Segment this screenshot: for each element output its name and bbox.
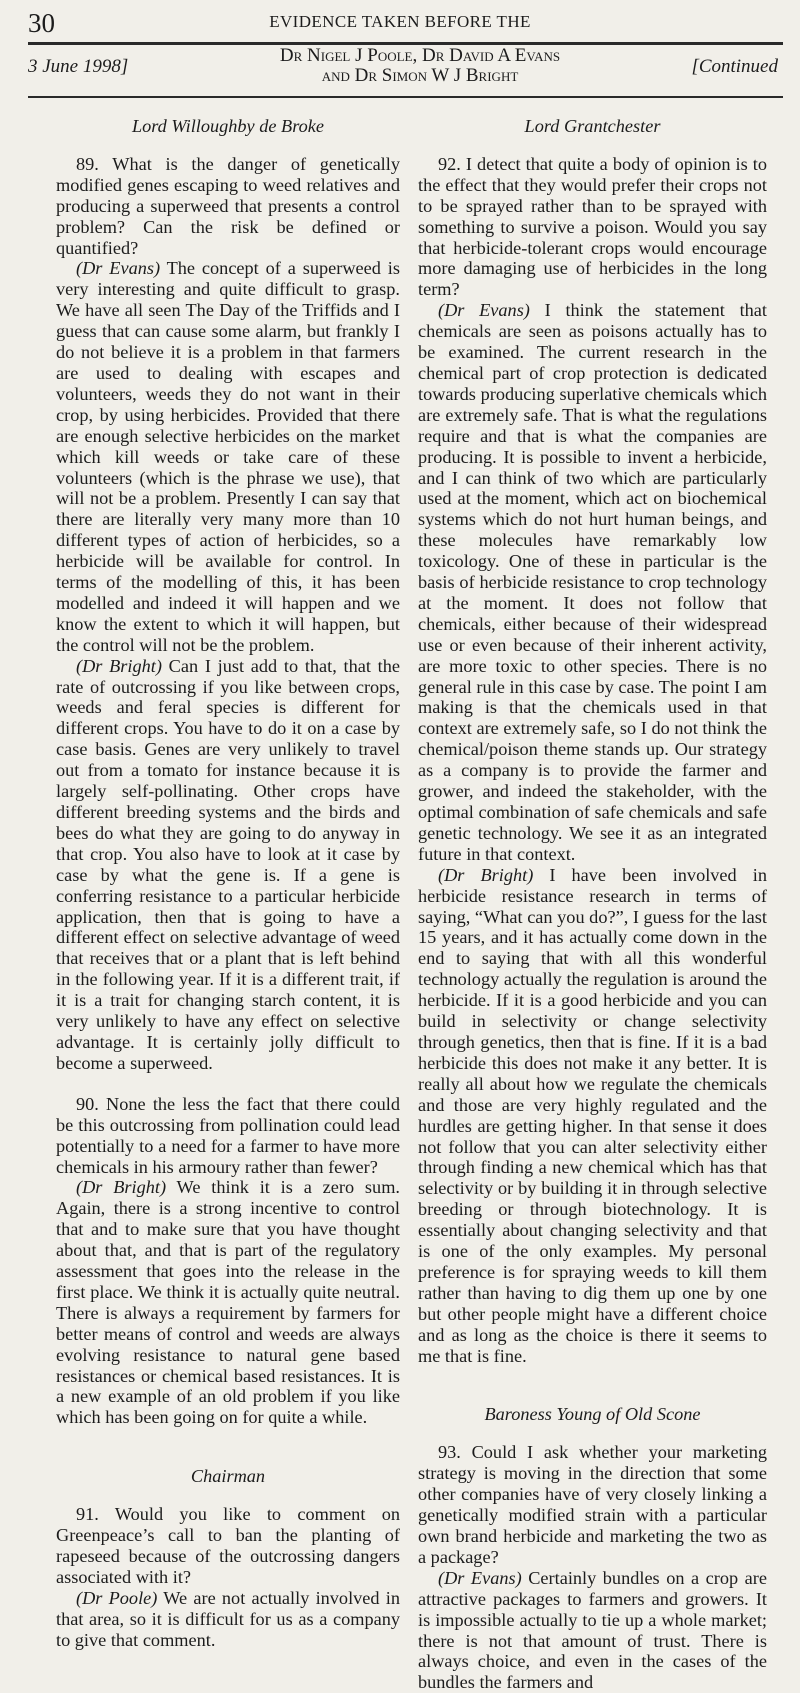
question-93: 93. Could I ask whether your marketing strategy is moving in the direction that some other companies have of very closely linking a genetically modified strain with a particular own brand herbicide and marketing the two as a package? <box>418 1442 767 1567</box>
answer-text: We are not actually involved in that area, so it is difficult for us as a company to give that comment. <box>56 1587 400 1650</box>
witness-label: (Dr Bright) <box>76 655 162 676</box>
answer-91-poole <box>56 1588 400 1651</box>
running-head: EVIDENCE TAKEN BEFORE THE <box>269 12 531 31</box>
continued-label: [Continued <box>691 56 778 77</box>
answer-93-evans <box>418 1568 767 1693</box>
answer-92-bright <box>418 865 767 1367</box>
question-92: 92. I detect that quite a body of opinion is to the effect that they would prefer their crops not to be sprayed rather than to be sprayed with something to survive a poison. Would you say that herbicide-tolerant crops would encourage more damaging use of herbicides in the long term? <box>418 153 767 300</box>
answer-text: I have been involved in herbicide resistance research in terms of saying, “What can you do?”, I guess for the last 15 years, and it has actually come down in the end to saying that with all this wonderful technology actually the regulation is around the herbicide. If it is a good herbicide and you can build in selectivity or change selectivity through genetics, then that is fine. If it is a bad herbicide this does not make it any better. It is really all about how we regulate the chemicals and those are very highly regulated and the hurdles are getting higher. In that sense it does not follow that you can alter selectivity either through finding a new chemical which has that selectivity or by building it in through selective breeding or through biotechnology. It is essentially about changing selectivity and that is one of the only examples. My personal preference is for spraying weeds to kill them rather than having to dig them up one by one but other people might have a different choice and as long as the choice is there it seems to me that is fine. <box>418 864 767 1366</box>
question-91: 91. Would you like to comment on Greenpeace’s call to ban the planting of rapeseed because of the outcrossing dangers associated with it? <box>56 1504 400 1587</box>
answer-text: The concept of a superweed is very interesting and quite difficult to grasp. We have all seen The Day of the Triffids and I guess that can cause some alarm, but frankly I do not believe it is a problem in that farmers are used to dealing with escapes and volunteers, weeds they do not want in their crop, by using herbicides. Provided that there are enough selective herbicides on the market which kill weeds or take care of these volunteers (which is the phrase we use), that will not be a problem. Presently I can say that there are literally very many more than 10 different types of action of herbicides, so a herbicide will be available for control. In terms of the modelling of this, it has been modelled and indeed it will happen and we know the extent to which it will happen, but the control will not be the problem. <box>56 258 400 655</box>
answer-92-evans <box>418 300 767 864</box>
witness-names-line2: and Dr Simon W J Bright <box>321 65 519 86</box>
answer-text: We think it is a zero sum. Again, there is a strong incentive to control that and to make sure that you have thought about that, and that is part of the regulatory assessment that goes into the release in the first place. We think it is actually quite neutral. There is always a requirement by farmers for better means of control and weeds are always evolving resistance to natural gene based resistances or chemical based resistances. It is a new example of an old problem if you like which has been going on for quite a while. <box>56 1177 400 1428</box>
answer-text: Can I just add to that, that the rate of outcrossing if you like between crops, weeds and feral species is different for different crops. You have to do it on a case by case basis. Genes are very unlikely to travel out from a tomato for instance because it is largely self-pollinating. Other crops have different breeding systems and the birds and bees do what they are going to do anyway in that crop. You also have to look at it case by case by what the gene is. If a gene is conferring resistance to a particular herbicide application, then that is going to have a different effect on selective advantage of weed that receives that or a plant that is left behind in the following year. If it is a different trait, if it is a trait for changing starch content, it is very unlikely to have any effect on selective advantage. It is certainly jolly difficult to become a superweed. <box>56 655 400 1073</box>
witness-label: (Dr Poole) <box>76 1587 158 1608</box>
answer-text: I think the statement that chemicals are seen as poisons actually has to be examined. The current research in the chemical part of crop protection is dedicated towards producing superlative chemicals which are extremely safe. That is what the regulations require and that is what the companies are producing. It is possible to invent a herbicide, and I can think of two which are particularly used at the moment, which act on biochemical systems which do not hurt human beings, and these molecules have remarkably low toxicology. One of these in particular is the basis of herbicide resistance to crop technology at the moment. It does not follow that chemicals, either because of their widespread use or even because of their inherent activity, are more toxic to other species. There is no general rule in this case by case. The point I am making is that the chemicals used in that context are extremely safe, so I do not think the chemical/poison theme stands up. Our strategy as a company is to provide the farmer and grower, and indeed the stakeholder, with the optimal combination of safe chemicals and safe genetic technology. We see it as an integrated future in that context. <box>418 300 767 864</box>
witness-label: (Dr Bright) <box>76 1177 167 1198</box>
page-number: 30 <box>28 8 55 38</box>
speaker-heading: Baroness Young of Old Scone <box>484 1404 701 1425</box>
witness-names <box>270 46 570 86</box>
witness-label: (Dr Evans) <box>76 258 161 279</box>
question-89: 89. What is the danger of genetically modified genes escaping to weed relatives and producing a superweed that presents a control problem? Can the risk be defined or quantified? <box>56 153 400 258</box>
witness-label: (Dr Bright) <box>438 864 534 885</box>
answer-text: Certainly bundles on a crop are attractive packages to farmers and growers. It is impossible actually to tie up a whole market; there is not that amount of trust. There is always choice, and even in the cases of the bundles the farmers and <box>418 1567 767 1693</box>
witness-label: (Dr Evans) <box>438 1567 522 1588</box>
answer-90-bright <box>56 1177 400 1428</box>
header-rule-bottom <box>28 96 783 98</box>
witness-label: (Dr Evans) <box>438 300 530 321</box>
right-column <box>418 116 767 1693</box>
witness-names-line1: Dr Nigel J Poole, Dr David A Evans <box>279 45 561 66</box>
answer-89-evans <box>56 258 400 655</box>
hearing-date: 3 June 1998] <box>28 56 129 77</box>
speaker-heading: Lord Willoughby de Broke <box>131 116 325 136</box>
answer-89-bright <box>56 656 400 1074</box>
speaker-heading: Lord Grantchester <box>524 116 661 136</box>
question-90: 90. None the less the fact that there could be this outcrossing from pollination could lead potentially to a need for a farmer to have more chemicals in his armoury rather than fewer? <box>56 1093 400 1177</box>
left-column <box>56 116 400 1651</box>
speaker-heading: Chairman <box>190 1466 266 1487</box>
